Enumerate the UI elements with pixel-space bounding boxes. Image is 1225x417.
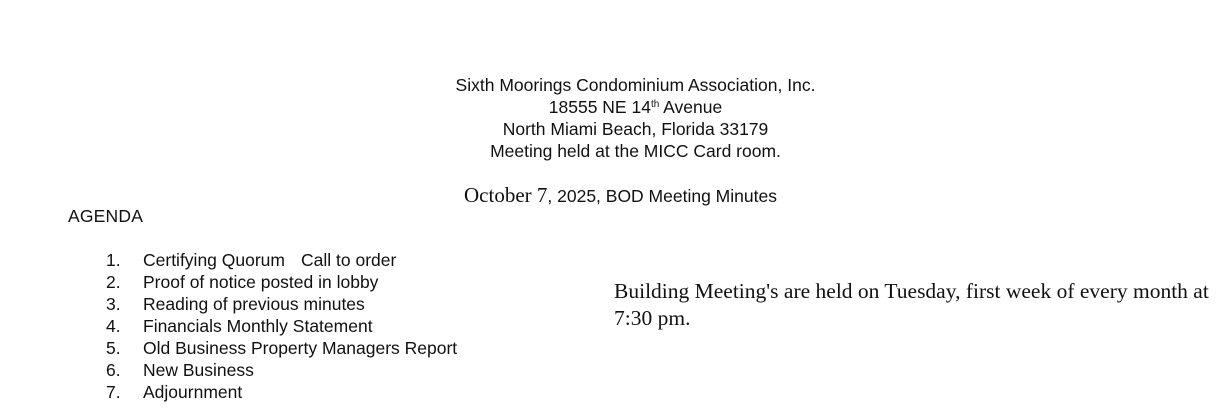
agenda-item-number: 1.: [106, 250, 121, 270]
title-date: October 7: [464, 183, 548, 207]
meeting-location: Meeting held at the MICC Card room.: [490, 141, 781, 161]
agenda-item: [106, 293, 457, 315]
agenda-item-label: New Business: [143, 360, 254, 380]
agenda-heading: AGENDA: [68, 206, 144, 226]
meeting-schedule-note: Building Meeting's are held on Tuesday, first week of every month at 7:30 pm.: [614, 279, 1209, 330]
agenda-item: [106, 271, 457, 293]
street-number: 18555 NE 14: [548, 97, 651, 117]
agenda-item-number: 4.: [106, 316, 121, 336]
association-name: Sixth Moorings Condominium Association, Inc.: [455, 75, 816, 95]
document-title: [464, 183, 777, 208]
city-line: North Miami Beach, Florida 33179: [502, 119, 769, 139]
document-header: [0, 74, 1225, 162]
street-address: [0, 96, 1225, 118]
agenda-item-label: Financials Monthly Statement: [143, 316, 373, 336]
agenda-item-number: 7.: [106, 382, 121, 402]
agenda-item-label: Proof of notice posted in lobby: [143, 272, 379, 292]
agenda-item-label: Certifying Quorum: [143, 250, 285, 270]
agenda-item-number: 2.: [106, 272, 121, 292]
agenda-item: [106, 359, 457, 381]
agenda-item-number: 3.: [106, 294, 121, 314]
agenda-item: [106, 315, 457, 337]
title-rest: , 2025, BOD Meeting Minutes: [547, 186, 777, 206]
agenda-item-label: Adjournment: [143, 382, 243, 402]
agenda-item-number: 6.: [106, 360, 121, 380]
agenda-item-number: 5.: [106, 338, 121, 358]
agenda-item-extra: Call to order: [301, 250, 397, 270]
agenda-item: [106, 249, 457, 271]
street-name: Avenue: [659, 97, 723, 117]
agenda-item-label: Reading of previous minutes: [143, 294, 365, 314]
agenda-item-label: Old Business Property Managers Report: [143, 338, 458, 358]
agenda-item: [106, 381, 457, 403]
street-suffix: th: [650, 99, 660, 110]
agenda-item: [106, 337, 457, 359]
agenda-list: [106, 249, 457, 403]
